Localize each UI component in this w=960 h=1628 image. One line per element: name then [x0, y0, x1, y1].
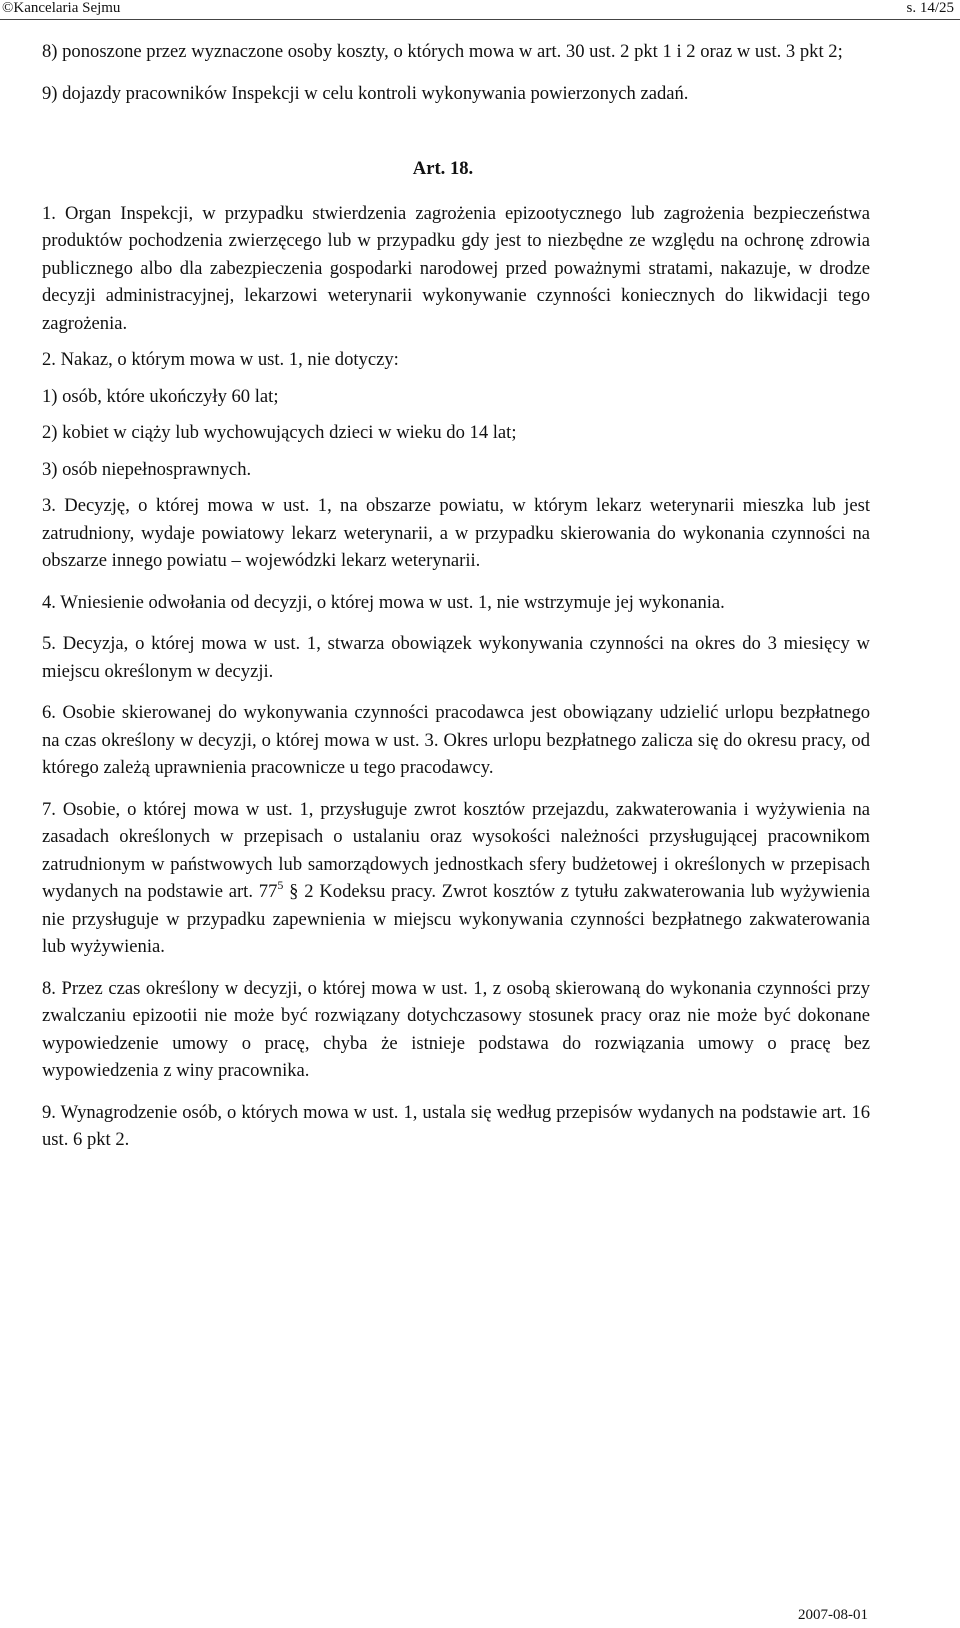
header-divider — [0, 19, 960, 20]
document-date: 2007-08-01 — [798, 1607, 868, 1623]
paragraph-7-continuation: § 2 Kodeksu pracy. Zwrot kosztów z tytułu zakwaterowania lub wyżywienia nie przysługuje w przypadku zapewnienia w miejscu wykonywania czynności bezpłatnego zakwaterowania lub wyżywienia. — [42, 881, 870, 957]
exemption-item: 1) osób, które ukończyły 60 lat; — [42, 385, 279, 407]
source-label: ©Kancelaria Sejmu — [2, 0, 121, 16]
list-item-9: 9) dojazdy pracowników Inspekcji w celu kontroli wykonywania powierzonych zadań. — [42, 82, 689, 104]
paragraph-8: 8. Przez czas określony w decyzji, o której mowa w ust. 1, z osobą skierowaną do wykonania czynności przy zwalczaniu epizootii nie może być rozwiązany dotychczasowy stosunek pracy oraz nie może być dokonane wypowiedzenie umowy o pracę, chyba że istnieje podstawa do rozwiązania umowy o pracę bez wypowiedzenia z winy pracownika. — [42, 977, 870, 1081]
article-superscript: 5 — [277, 878, 284, 892]
document-body — [42, 38, 870, 1154]
paragraph-4: 4. Wniesienie odwołania od decyzji, o której mowa w ust. 1, nie wstrzymuje jej wykonania. — [42, 591, 725, 613]
paragraph-7-text: 7. Osobie, o której mowa w ust. 1, przysługuje zwrot kosztów przejazdu, zakwaterowania i wyżywienia na zasadach określonych w przepisach o ustalaniu oraz wysokości należności przysługującej pracownikom zatrudnionym w państwowych lub samorządowych jednostkach sfery budżetowej i określonych w przepisach wydanych na podstawie art. 77 — [42, 798, 870, 902]
paragraph-7 — [42, 796, 870, 961]
paragraph-3: 3. Decyzję, o której mowa w ust. 1, na obszarze powiatu, w którym lekarz weterynarii mieszka lub jest zatrudniony, wydaje powiatowy lekarz weterynarii, a w przypadku skierowania do wykonania czynności na obszarze innego powiatu – wojewódzki lekarz weterynarii. — [42, 495, 870, 571]
paragraph-2-intro: 2. Nakaz, o którym mowa w ust. 1, nie dotyczy: — [42, 349, 399, 370]
exemption-list — [42, 383, 870, 484]
paragraph-6: 6. Osobie skierowanej do wykonywania czynności pracodawca jest obowiązany udzielić urlopu bezpłatnego na czas określony w decyzji, o której mowa w ust. 3. Okres urlopu bezpłatnego zalicza się do okresu pracy, od którego zależą uprawnienia pracownicze u tego pracodawcy. — [42, 702, 870, 778]
exemption-item: 2) kobiet w ciąży lub wychowujących dzieci w wieku do 14 lat; — [42, 422, 517, 443]
list-item-8: 8) ponoszone przez wyznaczone osoby koszty, o których mowa w art. 30 ust. 2 pkt 1 i 2 oraz w ust. 3 pkt 2; — [42, 41, 843, 62]
paragraph-1: 1. Organ Inspekcji, w przypadku stwierdzenia zagrożenia epizootycznego lub zagrożenia bezpieczeństwa produktów pochodzenia zwierzęcego lub w przypadku gdy jest to niezbędne ze względu na ochronę zdrowia publicznego albo dla zabezpieczenia gospodarki narodowej przed poważnymi stratami, nakazuje, w drodze decyzji administracyjnej, lekarzowi weterynarii wykonywanie czynności koniecznych do likwidacji tego zagrożenia. — [42, 202, 870, 334]
article-title: Art. 18. — [412, 158, 474, 179]
paragraph-9: 9. Wynagrodzenie osób, o których mowa w ust. 1, ustala się według przepisów wydanych na podstawie art. 16 ust. 6 pkt 2. — [42, 1101, 870, 1150]
paragraph-5: 5. Decyzja, o której mowa w ust. 1, stwarza obowiązek wykonywania czynności na okres do 3 miesięcy w miejscu określonym w decyzji. — [42, 633, 870, 682]
page-number: s. 14/25 — [906, 0, 954, 16]
exemption-item: 3) osób niepełnosprawnych. — [42, 458, 252, 480]
page-header — [0, 0, 960, 20]
